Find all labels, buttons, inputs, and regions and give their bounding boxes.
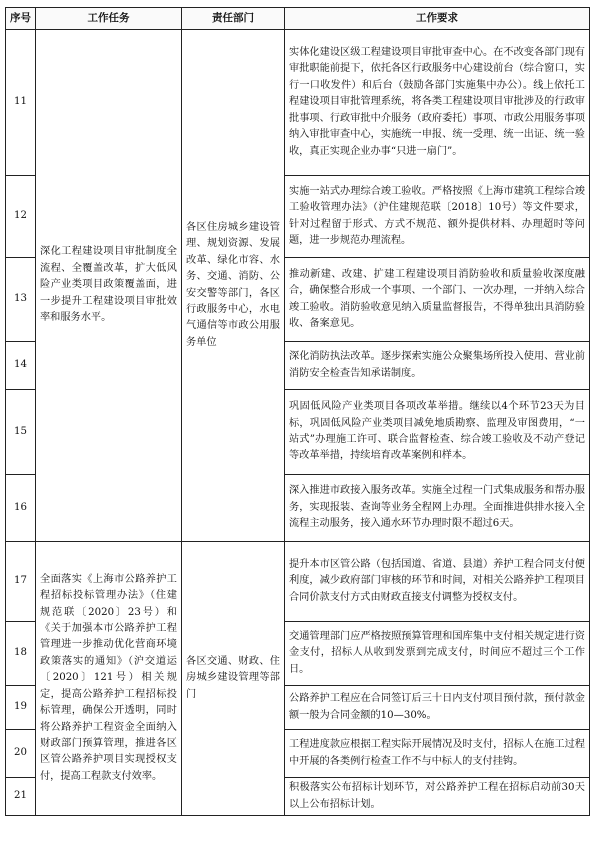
row-number: 12	[6, 176, 36, 258]
table-row	[6, 30, 590, 176]
header-dept: 责任部门	[182, 8, 285, 30]
requirement-cell: 推动新建、改建、扩建工程建设项目消防验收和质量验收深度融合，确保整合形成一个事项、一个部门、一次办理，一并纳入综合竣工验收。消防验收意见纳入质量监督报告，不得单独出具消防验收、备案意见。	[285, 258, 590, 342]
requirement-cell: 实施一站式办理综合竣工验收。严格按照《上海市建筑工程综合竣工验收管理办法》（沪住建规范联〔2018〕10号）等文件要求，针对过程留于形式、方式不规范、额外提供材料、办理超时等问题，进一步规范办理流程。	[285, 176, 590, 258]
requirement-cell: 深化消防执法改革。逐步探索实施公众聚集场所投入使用、营业前消防安全检查告知承诺制度。	[285, 342, 590, 390]
task-cell: 全面落实《上海市公路养护工程招标投标管理办法》（住建规范联〔2020〕23号）和《关于加强本市公路养护工程管理进一步推动优化营商环境政策落实的通知》（沪交道运〔2020〕121号）相关规定，提高公路养护工程招标投标管理，确保公开透明，同时将公路养护工程资金全面纳入财政部门预算管理，推进各区区管公路养护项目实现授权支付，提高工程款支付效率。	[36, 542, 182, 816]
work-task-table	[5, 7, 590, 816]
task-cell: 深化工程建设项目审批制度全流程、全覆盖改革，扩大低风险产业类项目政策覆盖面，进一步提升工程建设项目审批效率和服务水平。	[36, 30, 182, 542]
requirement-cell: 工程进度款应根据工程实际开展情况及时支付，招标人在施工过程中开展的各类例行检查工作不与中标人的支付挂钩。	[285, 730, 590, 778]
row-number: 13	[6, 258, 36, 342]
dept-cell: 各区住房城乡建设管理、规划资源、发展改革、绿化市容、水务、交通、消防、公安交警等部门，各区行政服务中心，水电气通信等市政公用服务单位	[182, 30, 285, 542]
row-number: 16	[6, 475, 36, 542]
requirement-cell: 积极落实公布招标计划环节，对公路养护工程在招标启动前30天以上公布招标计划。	[285, 778, 590, 816]
requirement-cell: 实体化建设区级工程建设项目审批审查中心。在不改变各部门现有审批职能前提下，依托各区行政服务中心建设前台（综合窗口，实行一口收发件）和后台（鼓励各部门实施集中办公）。线上依托工程建设项目审批管理系统，将各类工程建设项目审批涉及的行政审批事项、行政审批中介服务（政府委托）事项、市政公用服务事项纳入审批审查中心，实施统一申报、统一受理、统一出证、统一验收，真正实现企业办事“只进一扇门”。	[285, 30, 590, 176]
requirement-cell: 巩固低风险产业类项目各项改革举措。继续以4个环节23天为目标，巩固低风险产业类项目减免地质勘察、监理及审图费用，“一站式”办理施工许可、联合监督检查、综合竣工验收及不动产登记等改革举措，持续培育改革案例和样本。	[285, 390, 590, 475]
row-number: 19	[6, 686, 36, 730]
requirement-cell: 提升本市区管公路（包括国道、省道、县道）养护工程合同支付便利度，减少政府部门审核的环节和时间，对相关公路养护工程项目合同价款支付方式由财政直接支付调整为授权支付。	[285, 542, 590, 622]
row-number: 11	[6, 30, 36, 176]
header-no: 序号	[6, 8, 36, 30]
header-row	[6, 8, 590, 30]
row-number: 15	[6, 390, 36, 475]
row-number: 21	[6, 778, 36, 816]
row-number: 18	[6, 622, 36, 686]
row-number: 17	[6, 542, 36, 622]
header-task: 工作任务	[36, 8, 182, 30]
row-number: 14	[6, 342, 36, 390]
requirement-cell: 深入推进市政接入服务改革。实施全过程一门式集成服务和帮办服务，实现报装、查询等业务全程网上办理。全面推进供排水接入全流程主动服务，接入通水环节办理时限不超过6天。	[285, 475, 590, 542]
row-number: 20	[6, 730, 36, 778]
requirement-cell: 交通管理部门应严格按照预算管理和国库集中支付相关规定进行资金支付，招标人从收到发票到完成支付，时间应不超过三个工作日。	[285, 622, 590, 686]
header-req: 工作要求	[285, 8, 590, 30]
dept-cell: 各区交通、财政、住房城乡建设管理等部门	[182, 542, 285, 816]
table-row	[6, 542, 590, 622]
requirement-cell: 公路养护工程应在合同签订后三十日内支付项目预付款，预付款金额一般为合同金额的10—30%。	[285, 686, 590, 730]
